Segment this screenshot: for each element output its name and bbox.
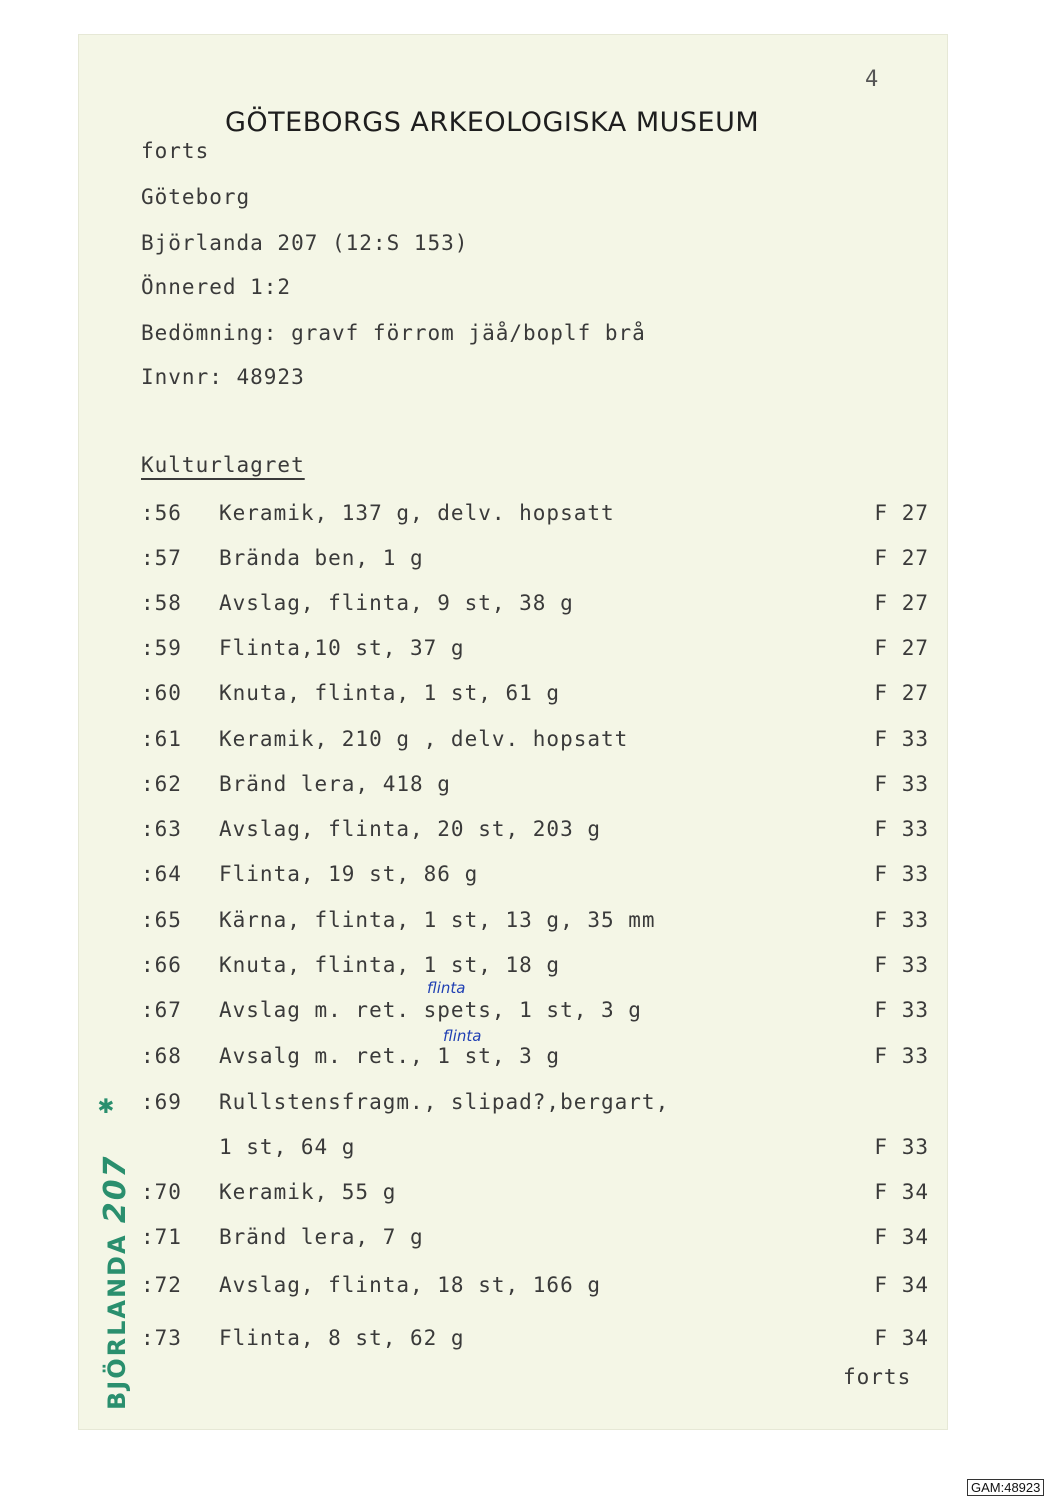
entry-number: :73 [141, 1326, 182, 1350]
entry-description: Kärna, flinta, 1 st, 13 g, 35 mm [219, 908, 656, 932]
entry-box: F 33 [874, 862, 929, 886]
entry-box: F 33 [874, 998, 929, 1022]
list-item [141, 727, 929, 759]
entry-number: :65 [141, 908, 182, 932]
entry-number: :60 [141, 681, 182, 705]
entry-box: F 33 [874, 1044, 929, 1068]
header-line: Invnr: 48923 [141, 365, 305, 389]
list-item [141, 1044, 929, 1076]
entry-number: :63 [141, 817, 182, 841]
entry-box: F 27 [874, 636, 929, 660]
entry-box: F 33 [874, 953, 929, 977]
list-item [141, 772, 929, 804]
entry-number: :57 [141, 546, 182, 570]
entry-description: Brända ben, 1 g [219, 546, 424, 570]
entry-number: :64 [141, 862, 182, 886]
stamp-place: BJÖRLANDA [103, 1233, 131, 1410]
page-number: 4 [865, 67, 880, 92]
entry-box: F 34 [874, 1326, 929, 1350]
entry-box: F 33 [874, 727, 929, 751]
entry-box: F 33 [874, 908, 929, 932]
entry-number: :62 [141, 772, 182, 796]
entry-description: Keramik, 55 g [219, 1180, 397, 1204]
header-line: Bedömning: gravf förrom jäå/boplf brå [141, 321, 646, 345]
entry-description: Bränd lera, 418 g [219, 772, 451, 796]
entry-number: :72 [141, 1273, 182, 1297]
entry-number: :66 [141, 953, 182, 977]
entry-box: F 34 [874, 1273, 929, 1297]
entry-number: :71 [141, 1225, 182, 1249]
entry-box: F 27 [874, 501, 929, 525]
entry-description: Rullstensfragm., slipad?,bergart, [219, 1090, 670, 1114]
entry-description: Knuta, flinta, 1 st, 61 g [219, 681, 561, 705]
entry-description: Avslag, flinta, 18 st, 166 g [219, 1273, 602, 1297]
entry-box: F 27 [874, 591, 929, 615]
entry-number: :69 [141, 1090, 182, 1114]
entry-description: Flinta, 8 st, 62 g [219, 1326, 465, 1350]
archive-id-label: GAM:48923 [967, 1479, 1044, 1496]
list-item [141, 1090, 929, 1122]
entry-number: :61 [141, 727, 182, 751]
list-item [141, 591, 929, 623]
entry-box: F 27 [874, 681, 929, 705]
entry-description: Avslag, flinta, 9 st, 38 g [219, 591, 574, 615]
section-title: Kulturlagret [141, 453, 305, 477]
entry-box: F 33 [874, 772, 929, 796]
header-line: Björlanda 207 (12:S 153) [141, 231, 469, 255]
entry-number: :56 [141, 501, 182, 525]
entry-number: :68 [141, 1044, 182, 1068]
header-line: Önnered 1:2 [141, 275, 292, 299]
entry-description: 1 st, 64 g [219, 1135, 356, 1159]
entry-description: Avslag, flinta, 20 st, 203 g [219, 817, 602, 841]
list-item [141, 636, 929, 668]
entry-number: :70 [141, 1180, 182, 1204]
entry-description: Keramik, 210 g , delv. hopsatt [219, 727, 629, 751]
catalog-card [78, 34, 948, 1430]
list-item [141, 501, 929, 533]
list-item [141, 546, 929, 578]
list-item [141, 862, 929, 894]
header-line: forts [141, 139, 210, 163]
header-line: Göteborg [141, 185, 251, 209]
entry-box: F 34 [874, 1225, 929, 1249]
list-item [141, 1180, 929, 1212]
entry-description: Avslag m. ret. spets, 1 st, 3 g [219, 998, 642, 1022]
entry-description: Bränd lera, 7 g [219, 1225, 424, 1249]
continued-label: forts [843, 1365, 912, 1389]
entry-description: Flinta, 19 st, 86 g [219, 862, 479, 886]
star-mark-icon: ✱ [98, 1090, 114, 1120]
entry-number: :67 [141, 998, 182, 1022]
list-item [141, 908, 929, 940]
museum-name: GÖTEBORGS ARKEOLOGISKA MUSEUM [225, 107, 760, 138]
entry-description: Keramik, 137 g, delv. hopsatt [219, 501, 615, 525]
entry-number: :58 [141, 591, 182, 615]
handwritten-note: flinta [443, 1027, 482, 1045]
list-item [141, 817, 929, 849]
list-item [141, 1225, 929, 1257]
stamp-number: 207 [98, 1154, 133, 1224]
entry-box: F 33 [874, 1135, 929, 1159]
list-item [141, 1273, 929, 1305]
list-item [141, 681, 929, 713]
entry-box: F 34 [874, 1180, 929, 1204]
handwritten-note: flinta [427, 979, 466, 997]
list-item [141, 998, 929, 1030]
list-item [141, 1135, 929, 1167]
list-item [141, 953, 929, 985]
entry-number: :59 [141, 636, 182, 660]
entry-description: Avsalg m. ret., 1 st, 3 g [219, 1044, 561, 1068]
entry-box: F 27 [874, 546, 929, 570]
entry-box: F 33 [874, 817, 929, 841]
collection-stamp [98, 1154, 133, 1410]
entry-description: Knuta, flinta, 1 st, 18 g [219, 953, 561, 977]
list-item [141, 1326, 929, 1358]
entry-description: Flinta,10 st, 37 g [219, 636, 465, 660]
